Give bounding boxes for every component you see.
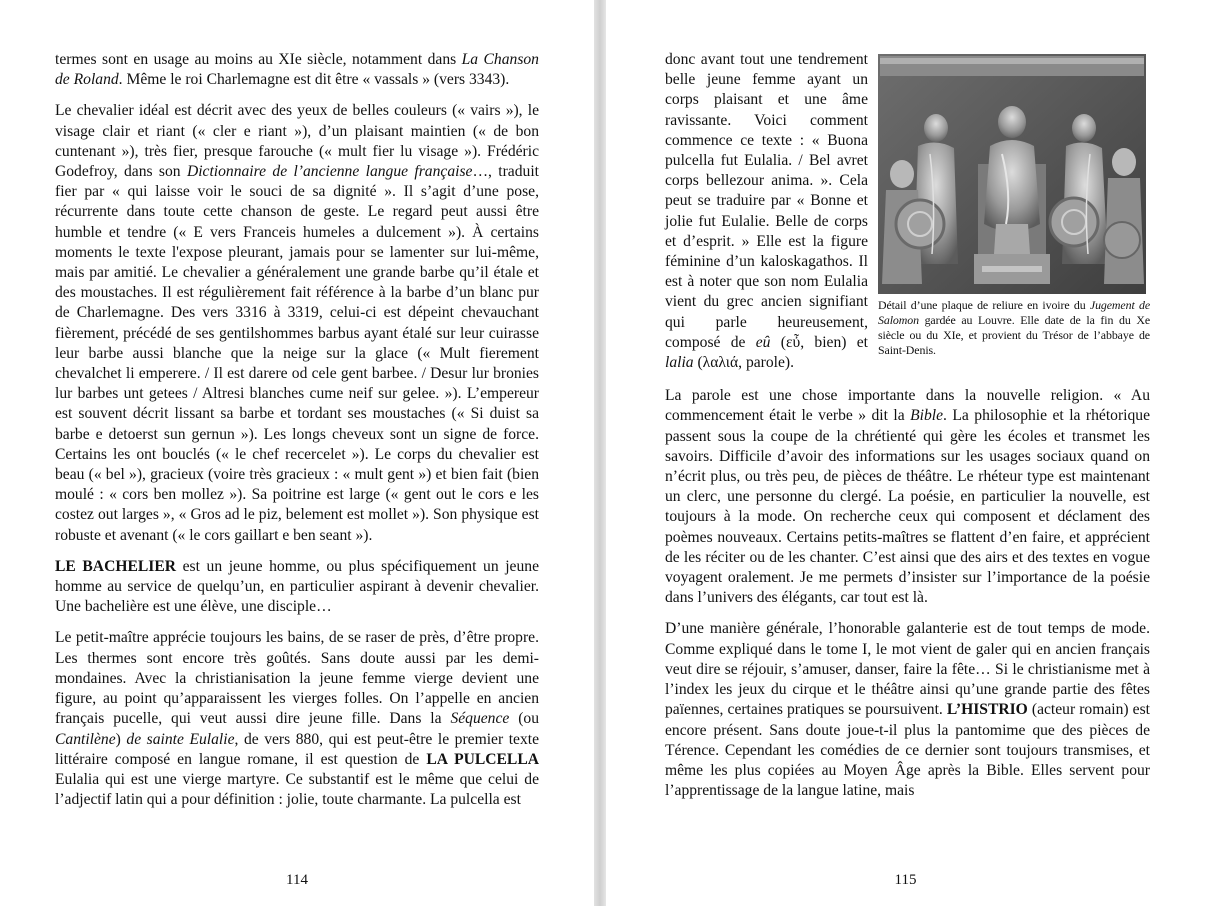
bold-term: LE BACHELIER — [55, 557, 176, 575]
italic-text: Jugement de Salomon — [878, 298, 1150, 328]
text-run: Eulalia qui est une vierge martyre. Ce substantif est le même que celui de l’adjectif latin qui a pour définition : jolie, toute charmante. La pulcella est — [55, 770, 539, 809]
page-number-left: 114 — [286, 872, 308, 888]
bold-term: LA PULCELLA — [426, 750, 539, 768]
italic-text: eû — [755, 333, 771, 351]
text-run: (acteur romain) est encore présent. Sans doute joue-t-il plus la pantomime que des pièces de Térence. Cependant les comédies de ce dernier sont toujours transmises, et même les plus copiées au Moyen Âge après la Bible. Elles servent pour l’apprentissage de la langue latine, mais — [665, 701, 1150, 800]
italic-text: lalia — [665, 354, 694, 372]
right-paragraph-3 — [665, 619, 1150, 801]
text-run: donc avant tout une tendrement belle jeune femme ayant un corps plaisant et une âme ravissante. Voici comment commence ce texte : « Buona pulcella fut Eulalia. / Bel avret corps bellezour anima. ». Cela peut se traduire par « Bonne et jolie fut Eulalie. Belle de corps et d’esprit. » Elle est la figure féminine d’un kaloskagathos. Il est à noter que son nom Eulalia vient du grec ancien signifiant qui parle heureusement, composé de — [665, 51, 868, 351]
book-gutter — [594, 0, 606, 906]
text-run: Détail d’une plaque de reliure en ivoire du — [878, 298, 1090, 312]
italic-text: de sainte Eulalie — [126, 730, 235, 748]
text-run: . La philosophie et la rhétorique passent sous la coupe de la chrétienté qui gère les écoles et transmet les savoirs. Difficile d’avoir des informations sur les usages sociaux quand on n’écrit plus, ou très peu, de pièces de théâtre. Le rhéteur type est maintenant un clerc, une personne du clergé. La poésie, en particulier la nouvelle, est toujours à la mode. On recherche ceux qui composent et déclament des poèmes nouveaux. Certains petits-maîtres se flattent d’en faire, et apprécient de les réciter ou de les chanter. C’est ainsi que des airs et des textes en vogue voyagent oralement. Je me permets d’insister sur l’importance de la poésie dans l’univers des élégants, car tout est là. — [665, 407, 1150, 607]
italic-text: Dictionnaire de l’ancienne langue française — [186, 163, 473, 181]
right-paragraph-2 — [665, 386, 1150, 608]
text-run: (λαλιά, parole). — [693, 354, 795, 372]
italic-text: Séquence — [450, 710, 510, 728]
text-run: . Même le roi Charlemagne est dit être « vassals » (vers 3343). — [118, 71, 510, 89]
right-page — [606, 0, 1205, 906]
ivory-relief-image — [878, 54, 1146, 294]
left-paragraph-4 — [55, 628, 539, 810]
left-paragraph-2 — [55, 101, 539, 545]
left-page — [0, 0, 594, 906]
text-run: (εὖ, bien) et — [770, 333, 868, 351]
text-run: Le petit-maître apprécie toujours les bains, de se raser de près, d’être propre. Les thermes sont encore très goûtés. Sans doute aussi par les demi-mondaines. Avec la christianisation la jeune femme vierge devient une figure, au point qu’apparaissent les vierges folles. On l’appelle en ancien français pucelle, qui veut aussi dire jeune fille. Dans la — [55, 629, 539, 728]
text-run: termes sont en usage au moins au XIe siècle, notamment dans — [55, 51, 462, 68]
figure-ivory-plaque — [878, 54, 1150, 358]
italic-text: La Chanson de Roland — [55, 51, 539, 89]
left-text-column — [55, 50, 539, 821]
text-run: (ou — [509, 710, 540, 728]
page-number-right: 115 — [894, 872, 917, 888]
text-run: gardée au Louvre. Elle date de la fin du Xe siècle ou du XIe, et provient du Trésor de l’abbaye de Saint-Denis. — [878, 313, 1150, 358]
right-text-column — [665, 50, 1150, 812]
text-run: , de vers 880, qui est peut-être le premier texte littéraire composé en langue romane, il est question de — [55, 730, 539, 768]
left-paragraph-3 — [55, 557, 539, 618]
text-run: …, traduit fier par « qui laisse voir le souci de sa dignité ». Il s’agit d’une pose, récurrente dans toute cette chanson de geste. Le regard peut aussi être humble et tendre (« E vers Franceis humeles a dulcement »). À certains moments le texte l'expose pleurant, jamais pour se lamenter sur lui-même, mais par amitié. Le chevalier a généralement une grande barbe qu’il étale et des moustaches. Il est régulièrement fait référence à la barbe d’un blanc pur de Charlemagne. Des vers 3316 à 3319, celui-ci est dépeint chevauchant fièrement, précédé de ses gentilshommes barbus ayant étalé sur leur cuirasse leur barbe aussi blanche que la neige sur la glace (« Mult fierement chevalchet li emperere. / Il est darere od cele gent barbee. / Desur lur bronies lur barbes unt getees / Altresi blanches cume neif sur gelee. »). L’empereur est souvent décrit lissant sa barbe et tordant ses moustaches (« Si duist sa barbe e detoerst sun gernun »). Les longs cheveux sont un signe de force. Certains les ont bouclés (« le chef recercelet »). Le corps du chevalier est beau (« bel »), gracieux (voire très gracieux : « mult gent ») et bien fait (bien moulé : « cors ben mollez »). Sa poitrine est large (« gent out le cors e les costez out larges », « Gros ad le piz, belement est mollet »). Son physique est robuste et avenant (« le cors gaillart e ben seant »). — [55, 163, 539, 544]
bold-term: L’HISTRIO — [946, 701, 1028, 719]
text-run: La parole est une chose importante dans la nouvelle religion. « Au commencement était le verbe » dit la — [665, 387, 1150, 425]
italic-text: Cantilène — [55, 730, 116, 748]
left-paragraph-1 — [55, 50, 539, 90]
figure-caption — [878, 298, 1150, 358]
text-run: est un jeune homme, ou plus spécifiquement un jeune homme au service de quelqu’un, en particulier aspirant à devenir chevalier. Une bachelière est une élève, une disciple… — [55, 557, 539, 616]
text-run: ) — [115, 730, 127, 748]
text-run: D’une manière générale, l’honorable galanterie est de tout temps de mode. Comme expliqué dans le tome I, le mot vient de galer qui en ancien français veut dire se réjouir, s’amuser, danser, faire la fête… Si le christianisme met à l’index les jeux du cirque et le théâtre ainsi qu’une grande partie des fêtes païennes, certaines pratiques se poursuivent. — [665, 620, 1150, 719]
italic-text: Bible — [910, 407, 944, 425]
text-run: Le chevalier idéal est décrit avec des yeux de belles couleurs (« vairs »), le visage clair et riant (« cler e riant »), d’un plaisant maintien (« de bon cuntenant »), très fier, presque farouche (« mult fier lu visage »). Frédéric Godefroy, dans son — [55, 102, 539, 181]
